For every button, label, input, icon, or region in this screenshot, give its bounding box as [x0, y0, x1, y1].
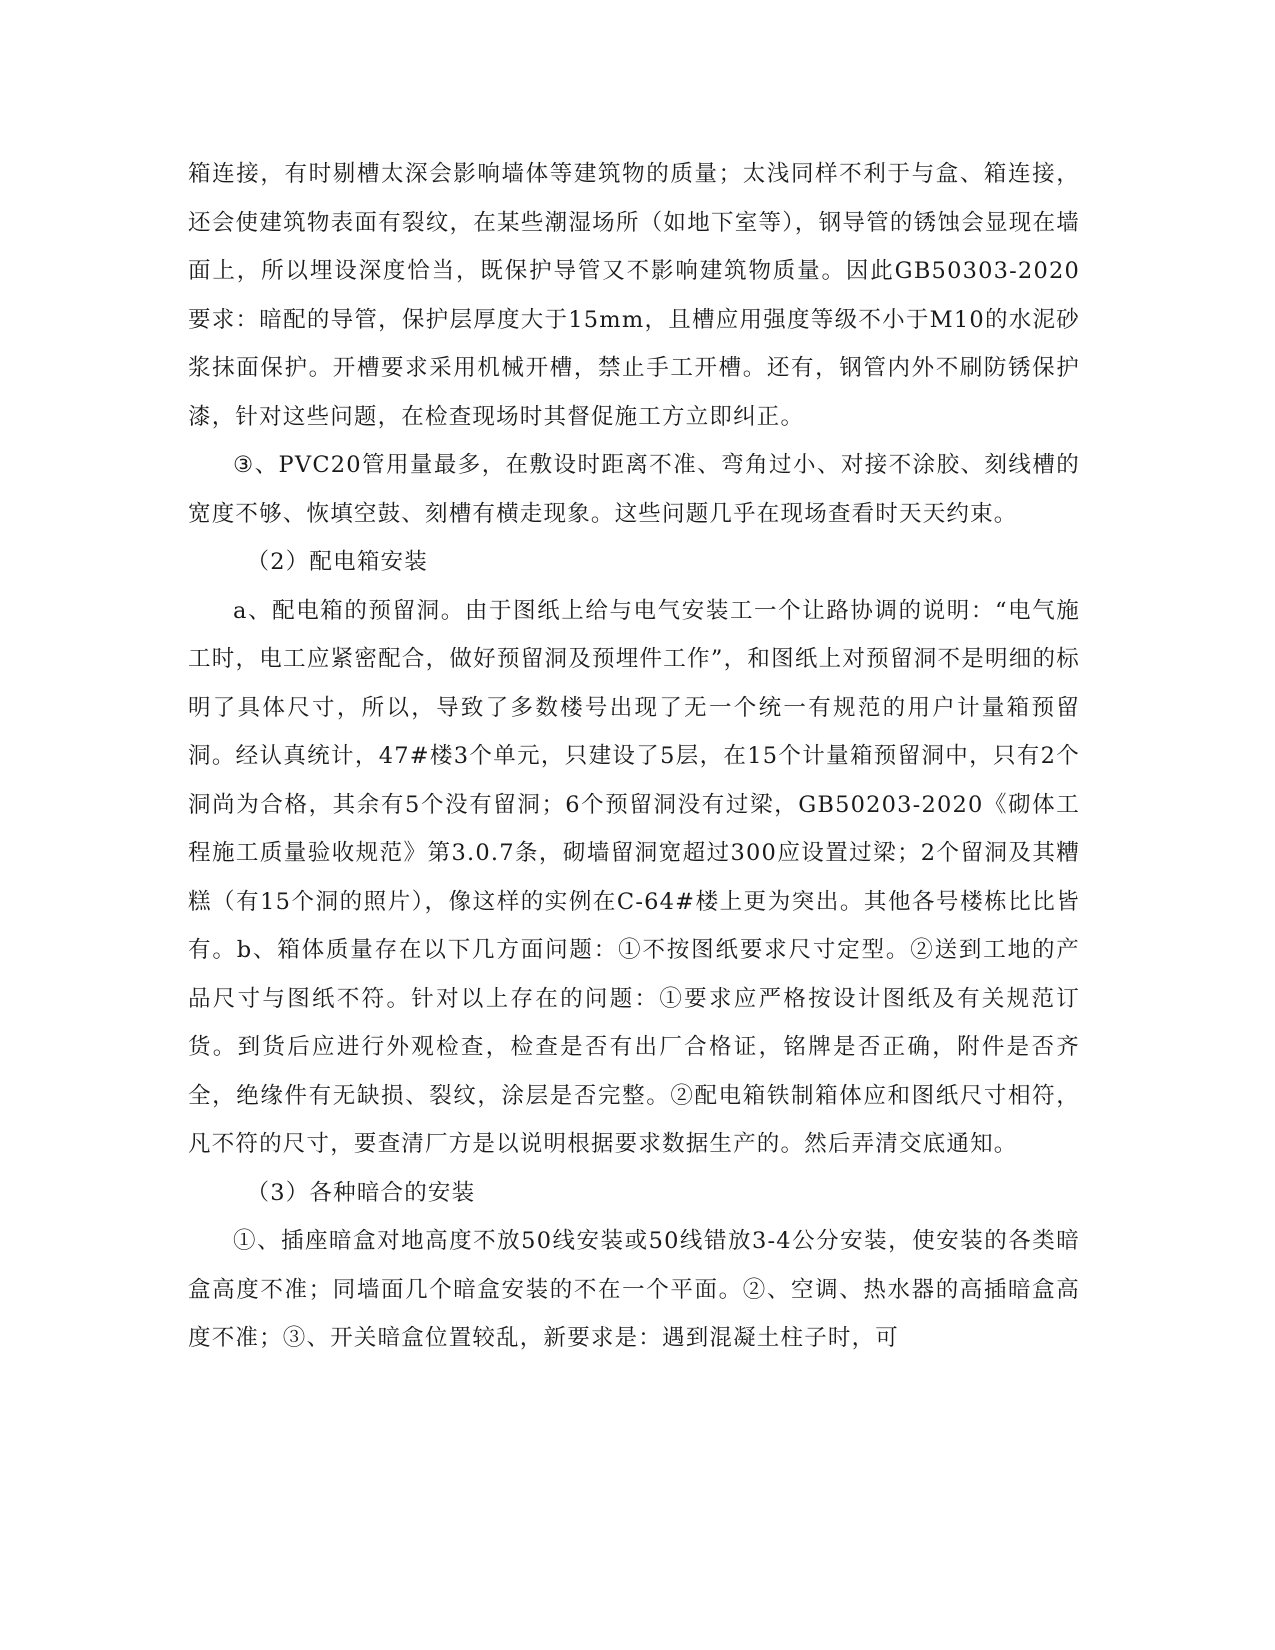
document-body	[188, 150, 1080, 1363]
paragraph-pvc-conduit: ③、PVC20管用量最多，在敷设时距离不准、弯角过小、对接不涂胶、刻线槽的宽度不够、恢填空鼓、刻槽有横走现象。这些问题几乎在现场查看时天天约束。	[188, 452, 1080, 527]
section-heading-distribution-box: （2）配电箱安装	[246, 549, 428, 575]
paragraph-conduit-depth: 箱连接，有时剔槽太深会影响墙体等建筑物的质量；太浅同样不利于与盒、箱连接，还会使建筑物表面有裂纹，在某些潮湿场所（如地下室等），钢导管的锈蚀会显现在墙面上，所以埋设深度恰当，既保护导管又不影响建筑物质量。因此GB50303-2020要求：暗配的导管，保护层厚度大于15mm，且槽应用强度等级不小于M10的水泥砂浆抹面保护。开槽要求采用机械开槽，禁止手工开槽。还有，钢管内外不刷防锈保护漆，针对这些问题，在检查现场时其督促施工方立即纠正。	[188, 161, 1080, 430]
section-heading-concealed-boxes: （3）各种暗合的安装	[246, 1179, 476, 1206]
paragraph-distribution-box: a、配电箱的预留洞。由于图纸上给与电气安装工一个让路协调的说明：“电气施工时，电工应紧密配合，做好预留洞及预埋件工作”，和图纸上对预留洞不是明细的标明了具体尺寸，所以，导致了多数楼号出现了无一个统一有规范的用户计量箱预留洞。经认真统计，47#楼3个单元，只建设了5层，在15个计量箱预留洞中，只有2个洞尚为合格，其余有5个没有留洞；6个预留洞没有过梁，GB50203-2020《砌体工程施工质量验收规范》第3.0.7条，砌墙留洞宽超过300应设置过梁；2个留洞及其糟糕（有15个洞的照片），像这样的实例在C-64#楼上更为突出。其他各号楼栋比比皆有。b、箱体质量存在以下几方面问题：①不按图纸要求尺寸定型。②送到工地的产品尺寸与图纸不符。针对以上存在的问题：①要求应严格按设计图纸及有关规范订货。到货后应进行外观检查，检查是否有出厂合格证，铭牌是否正确，附件是否齐全，绝缘件有无缺损、裂纹，涂层是否完整。②配电箱铁制箱体应和图纸尺寸相符，凡不符的尺寸，要查清厂方是以说明根据要求数据生产的。然后弄清交底通知。	[188, 597, 1080, 1157]
paragraph-concealed-boxes: ①、插座暗盒对地高度不放50线安装或50线错放3-4公分安装，使安装的各类暗盒高度不准；同墙面几个暗盒安装的不在一个平面。②、空调、热水器的高插暗盒高度不准；③、开关暗盒位置较乱，新要求是：遇到混凝土柱子时，可	[188, 1228, 1080, 1351]
